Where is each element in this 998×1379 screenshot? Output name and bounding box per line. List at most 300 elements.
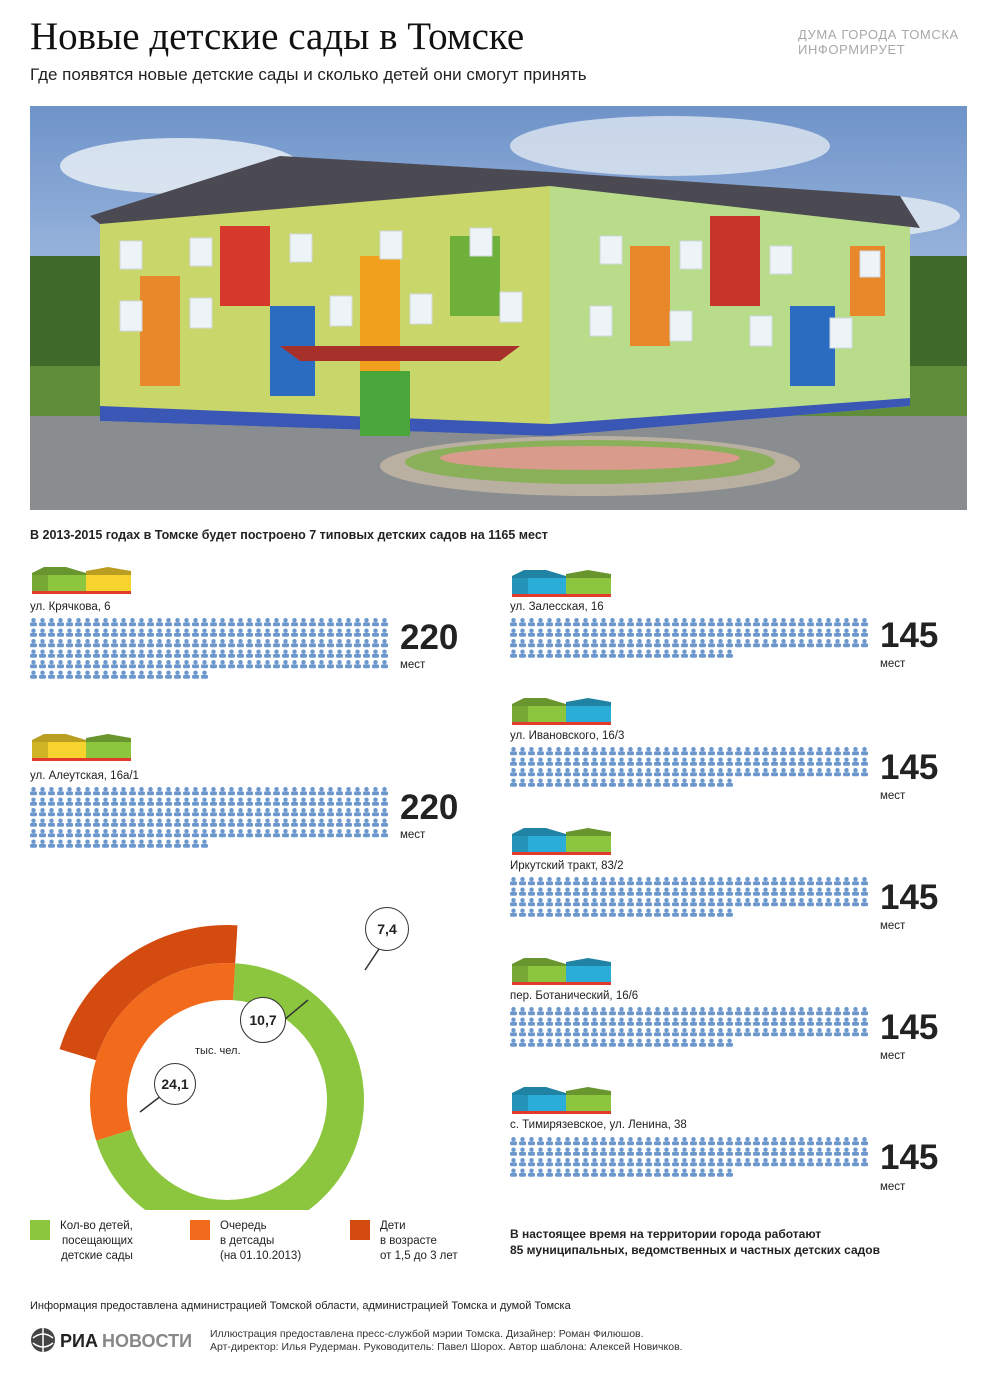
person-icon <box>318 618 325 626</box>
person-icon <box>582 1158 589 1166</box>
places-count: 145 <box>880 1008 939 1047</box>
person-icon <box>57 618 64 626</box>
person-icon <box>156 787 163 795</box>
person-icon <box>282 650 289 658</box>
person-icon <box>600 758 607 766</box>
person-icon <box>861 898 868 906</box>
person-icon <box>663 1148 670 1156</box>
person-icon <box>546 1137 553 1145</box>
person-icon <box>291 650 298 658</box>
person-icon <box>519 1028 526 1036</box>
person-icon <box>84 660 91 668</box>
person-icon <box>825 898 832 906</box>
person-icon <box>555 758 562 766</box>
person-icon <box>75 819 82 827</box>
person-icon <box>834 747 841 755</box>
person-icon <box>336 808 343 816</box>
person-icon <box>237 650 244 658</box>
person-icon <box>528 909 535 917</box>
person-icon <box>807 898 814 906</box>
person-icon <box>75 840 82 848</box>
person-icon <box>201 798 208 806</box>
person-icon <box>726 1148 733 1156</box>
person-icon <box>582 758 589 766</box>
person-icon <box>75 618 82 626</box>
legend-text: посещающих <box>61 1235 133 1247</box>
person-icon <box>735 618 742 626</box>
person-icon <box>138 650 145 658</box>
person-icon <box>771 758 778 766</box>
person-icon <box>300 829 307 837</box>
person-icon <box>93 660 100 668</box>
person-icon <box>708 1018 715 1026</box>
person-icon <box>663 747 670 755</box>
person-icon <box>255 650 262 658</box>
person-icon <box>690 1007 697 1015</box>
person-icon <box>183 629 190 637</box>
person-icon <box>291 660 298 668</box>
person-icon <box>609 768 616 776</box>
person-icon <box>336 819 343 827</box>
person-icon <box>381 798 388 806</box>
person-icon <box>174 660 181 668</box>
person-icon <box>843 1137 850 1145</box>
person-icon <box>609 1039 616 1047</box>
person-icon <box>381 787 388 795</box>
person-icon <box>618 888 625 896</box>
person-icon <box>183 819 190 827</box>
person-icon <box>147 629 154 637</box>
person-icon <box>528 650 535 658</box>
person-icon <box>336 798 343 806</box>
person-icon <box>39 671 46 679</box>
person-icon <box>156 650 163 658</box>
person-icon <box>654 888 661 896</box>
person-icon <box>39 798 46 806</box>
person-icon <box>237 618 244 626</box>
kindergarten-address: Иркутский тракт, 83/2 <box>510 860 624 872</box>
person-icon <box>228 650 235 658</box>
person-icon <box>825 1158 832 1166</box>
person-icon <box>165 829 172 837</box>
legend-swatch-green <box>30 1220 50 1240</box>
person-icon <box>753 639 760 647</box>
person-icon <box>726 768 733 776</box>
person-icon <box>771 1148 778 1156</box>
data-label-orange: 10,7 <box>240 997 286 1043</box>
person-icon <box>30 660 37 668</box>
person-icon <box>690 747 697 755</box>
person-icon <box>537 888 544 896</box>
person-icon <box>564 639 571 647</box>
person-icon <box>183 808 190 816</box>
person-icon <box>834 1028 841 1036</box>
person-icon <box>183 787 190 795</box>
person-icon <box>771 747 778 755</box>
person-icon <box>726 1018 733 1026</box>
person-icon <box>57 840 64 848</box>
person-icon <box>564 1018 571 1026</box>
person-icon <box>609 1007 616 1015</box>
person-icon <box>192 808 199 816</box>
person-icon <box>816 618 823 626</box>
person-icon <box>111 840 118 848</box>
person-icon <box>129 618 136 626</box>
person-icon <box>537 877 544 885</box>
person-icon <box>681 639 688 647</box>
person-icon <box>861 1137 868 1145</box>
person-icon <box>573 618 580 626</box>
person-icon <box>690 758 697 766</box>
person-icon <box>600 747 607 755</box>
person-icon <box>816 629 823 637</box>
person-icon <box>771 768 778 776</box>
person-icon <box>645 779 652 787</box>
person-icon <box>510 1148 517 1156</box>
person-icon <box>582 1028 589 1036</box>
person-icon <box>690 1039 697 1047</box>
person-icon <box>354 787 361 795</box>
person-icon <box>636 1018 643 1026</box>
people-grid <box>30 618 390 713</box>
person-icon <box>726 898 733 906</box>
source-note: Информация предоставлена администрацией Томской области, администрацией Томска и думой Томска <box>30 1300 571 1312</box>
person-icon <box>519 758 526 766</box>
person-icon <box>825 639 832 647</box>
person-icon <box>381 808 388 816</box>
person-icon <box>246 808 253 816</box>
person-icon <box>300 798 307 806</box>
person-icon <box>555 1018 562 1026</box>
person-icon <box>192 819 199 827</box>
person-icon <box>93 650 100 658</box>
person-icon <box>726 1169 733 1177</box>
person-icon <box>816 768 823 776</box>
person-icon <box>165 840 172 848</box>
chart-unit-label: тыс. чел. <box>195 1045 241 1057</box>
person-icon <box>645 618 652 626</box>
person-icon <box>48 618 55 626</box>
person-icon <box>519 629 526 637</box>
person-icon <box>111 829 118 837</box>
person-icon <box>681 1169 688 1177</box>
person-icon <box>75 798 82 806</box>
person-icon <box>546 618 553 626</box>
person-icon <box>111 660 118 668</box>
person-icon <box>537 618 544 626</box>
person-icon <box>780 898 787 906</box>
person-icon <box>255 639 262 647</box>
person-icon <box>120 660 127 668</box>
person-icon <box>843 747 850 755</box>
person-icon <box>546 1039 553 1047</box>
person-icon <box>210 639 217 647</box>
person-icon <box>102 660 109 668</box>
person-icon <box>510 1169 517 1177</box>
person-icon <box>210 787 217 795</box>
person-icon <box>327 650 334 658</box>
person-icon <box>564 768 571 776</box>
person-icon <box>753 1137 760 1145</box>
person-icon <box>654 898 661 906</box>
person-icon <box>699 877 706 885</box>
person-icon <box>273 798 280 806</box>
person-icon <box>219 618 226 626</box>
person-icon <box>336 787 343 795</box>
person-icon <box>228 819 235 827</box>
person-icon <box>627 877 634 885</box>
person-icon <box>609 639 616 647</box>
person-icon <box>273 618 280 626</box>
person-icon <box>528 898 535 906</box>
person-icon <box>93 787 100 795</box>
person-icon <box>519 1039 526 1047</box>
person-icon <box>519 877 526 885</box>
person-icon <box>30 840 37 848</box>
person-icon <box>300 629 307 637</box>
person-icon <box>636 1169 643 1177</box>
person-icon <box>654 1018 661 1026</box>
legend-text: Дети <box>380 1220 406 1232</box>
person-icon <box>228 618 235 626</box>
person-icon <box>183 798 190 806</box>
person-icon <box>834 768 841 776</box>
person-icon <box>66 618 73 626</box>
person-icon <box>147 650 154 658</box>
building-icon <box>30 732 133 762</box>
person-icon <box>555 1169 562 1177</box>
person-icon <box>210 629 217 637</box>
person-icon <box>93 671 100 679</box>
person-icon <box>264 819 271 827</box>
person-icon <box>762 1158 769 1166</box>
person-icon <box>546 629 553 637</box>
person-icon <box>372 660 379 668</box>
person-icon <box>582 747 589 755</box>
person-icon <box>807 629 814 637</box>
person-icon <box>327 829 334 837</box>
person-icon <box>93 808 100 816</box>
person-icon <box>228 639 235 647</box>
person-icon <box>156 618 163 626</box>
person-icon <box>510 888 517 896</box>
person-icon <box>600 768 607 776</box>
person-icon <box>627 758 634 766</box>
person-icon <box>300 650 307 658</box>
person-icon <box>735 1018 742 1026</box>
person-icon <box>519 1137 526 1145</box>
person-icon <box>174 629 181 637</box>
person-icon <box>726 747 733 755</box>
person-icon <box>372 787 379 795</box>
person-icon <box>510 1137 517 1145</box>
person-icon <box>843 1028 850 1036</box>
person-icon <box>282 787 289 795</box>
person-icon <box>744 629 751 637</box>
person-icon <box>147 787 154 795</box>
person-icon <box>798 618 805 626</box>
person-icon <box>699 639 706 647</box>
person-icon <box>708 629 715 637</box>
person-icon <box>699 888 706 896</box>
person-icon <box>654 768 661 776</box>
person-icon <box>48 787 55 795</box>
person-icon <box>264 798 271 806</box>
person-icon <box>717 1158 724 1166</box>
person-icon <box>66 660 73 668</box>
person-icon <box>219 660 226 668</box>
person-icon <box>618 779 625 787</box>
person-icon <box>582 1039 589 1047</box>
person-icon <box>165 819 172 827</box>
person-icon <box>663 639 670 647</box>
person-icon <box>372 798 379 806</box>
person-icon <box>282 829 289 837</box>
person-icon <box>138 808 145 816</box>
person-icon <box>708 1148 715 1156</box>
person-icon <box>753 1148 760 1156</box>
person-icon <box>627 1169 634 1177</box>
person-icon <box>618 629 625 637</box>
person-icon <box>582 877 589 885</box>
person-icon <box>771 1007 778 1015</box>
person-icon <box>789 618 796 626</box>
person-icon <box>789 1018 796 1026</box>
person-icon <box>201 660 208 668</box>
person-icon <box>30 618 37 626</box>
person-icon <box>753 1018 760 1026</box>
person-icon <box>555 1137 562 1145</box>
person-icon <box>627 650 634 658</box>
person-icon <box>825 888 832 896</box>
person-icon <box>147 808 154 816</box>
person-icon <box>681 1137 688 1145</box>
kindergarten-address: ул. Ивановского, 16/3 <box>510 730 625 742</box>
person-icon <box>582 1148 589 1156</box>
person-icon <box>582 779 589 787</box>
person-icon <box>93 840 100 848</box>
person-icon <box>564 779 571 787</box>
person-icon <box>102 808 109 816</box>
person-icon <box>636 768 643 776</box>
person-icon <box>264 629 271 637</box>
person-icon <box>372 629 379 637</box>
person-icon <box>780 1158 787 1166</box>
person-icon <box>789 1137 796 1145</box>
places-unit: мест <box>400 829 426 841</box>
person-icon <box>798 629 805 637</box>
person-icon <box>753 618 760 626</box>
person-icon <box>762 888 769 896</box>
person-icon <box>663 877 670 885</box>
person-icon <box>93 798 100 806</box>
person-icon <box>546 1007 553 1015</box>
person-icon <box>834 898 841 906</box>
person-icon <box>744 758 751 766</box>
person-icon <box>30 787 37 795</box>
credits-line: Арт-директор: Илья Рудерман. Руководитель: Павел Шорох. Автор шаблона: Алексей Новичков. <box>210 1340 683 1353</box>
person-icon <box>618 758 625 766</box>
person-icon <box>591 1137 598 1145</box>
person-icon <box>834 629 841 637</box>
person-icon <box>564 1158 571 1166</box>
person-icon <box>762 1007 769 1015</box>
person-icon <box>75 787 82 795</box>
person-icon <box>75 829 82 837</box>
person-icon <box>672 1158 679 1166</box>
person-icon <box>636 909 643 917</box>
person-icon <box>681 898 688 906</box>
people-grid <box>510 1007 870 1067</box>
headline: В 2013-2015 годах в Томске будет построено 7 типовых детских садов на 1165 мест <box>30 528 548 542</box>
person-icon <box>510 747 517 755</box>
person-icon <box>645 768 652 776</box>
person-icon <box>591 909 598 917</box>
person-icon <box>618 747 625 755</box>
person-icon <box>726 779 733 787</box>
person-icon <box>147 798 154 806</box>
person-icon <box>300 808 307 816</box>
person-icon <box>600 1039 607 1047</box>
summary-note-line: В настоящее время на территории города работают <box>510 1227 822 1241</box>
person-icon <box>744 877 751 885</box>
person-icon <box>708 768 715 776</box>
person-icon <box>843 618 850 626</box>
person-icon <box>798 1158 805 1166</box>
person-icon <box>165 798 172 806</box>
person-icon <box>852 768 859 776</box>
person-icon <box>762 898 769 906</box>
person-icon <box>618 1028 625 1036</box>
person-icon <box>843 1158 850 1166</box>
person-icon <box>654 1148 661 1156</box>
person-icon <box>510 1007 517 1015</box>
person-icon <box>372 650 379 658</box>
person-icon <box>546 1148 553 1156</box>
person-icon <box>816 1007 823 1015</box>
person-icon <box>627 1039 634 1047</box>
person-icon <box>273 808 280 816</box>
brand-label <box>798 27 959 57</box>
person-icon <box>681 1018 688 1026</box>
person-icon <box>600 618 607 626</box>
person-icon <box>75 671 82 679</box>
person-icon <box>789 888 796 896</box>
person-icon <box>825 618 832 626</box>
person-icon <box>354 618 361 626</box>
person-icon <box>762 1028 769 1036</box>
person-icon <box>336 618 343 626</box>
person-icon <box>48 798 55 806</box>
person-icon <box>726 1039 733 1047</box>
person-icon <box>591 747 598 755</box>
person-icon <box>681 618 688 626</box>
person-icon <box>798 639 805 647</box>
person-icon <box>165 639 172 647</box>
person-icon <box>663 1028 670 1036</box>
person-icon <box>717 1169 724 1177</box>
person-icon <box>771 898 778 906</box>
person-icon <box>681 650 688 658</box>
person-icon <box>282 639 289 647</box>
person-icon <box>834 639 841 647</box>
person-icon <box>327 639 334 647</box>
person-icon <box>771 639 778 647</box>
person-icon <box>708 1007 715 1015</box>
person-icon <box>834 888 841 896</box>
person-icon <box>609 618 616 626</box>
person-icon <box>219 787 226 795</box>
